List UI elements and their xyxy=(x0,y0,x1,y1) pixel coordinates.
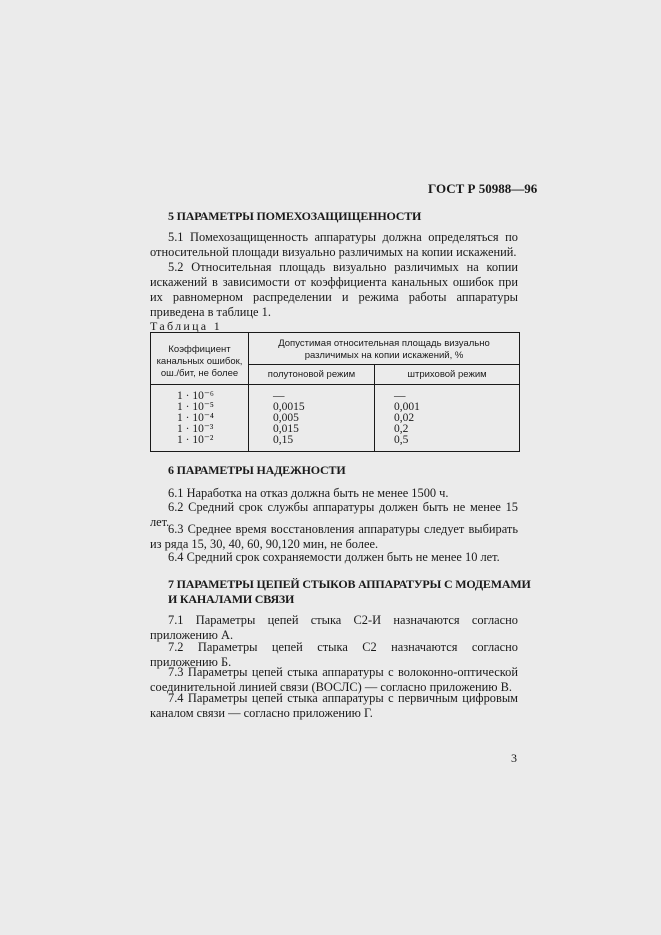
paragraph-7-4: 7.4 Параметры цепей стыка аппаратуры с первичным цифровым каналом связи — согласно приложению Г. xyxy=(150,691,518,720)
section-6-title: 6 ПАРАМЕТРЫ НАДЕЖНОСТИ xyxy=(168,463,346,477)
table-header-halftone: полутоновой режим xyxy=(249,365,375,385)
table-cell-line: — xyxy=(394,390,406,402)
table-cell-coef: 1 · 10⁻⁴ xyxy=(177,412,214,424)
table-cell-line: 0,2 xyxy=(394,423,409,435)
table-header-line: штриховой режим xyxy=(375,365,520,385)
table-column-line xyxy=(375,385,520,452)
table-cell-halftone: 0,005 xyxy=(273,412,299,424)
table-column-halftone xyxy=(249,385,375,452)
paragraph-5-1: 5.1 Помехозащищенность аппаратуры должна определяться по относительной площади визуально различимых на копии искажений. xyxy=(150,230,518,259)
table-cell-line: 0,02 xyxy=(394,412,415,424)
table-cell-line: 0,5 xyxy=(394,434,409,446)
table-cell-line: 0,001 xyxy=(394,401,420,413)
table-caption: Таблица 1 xyxy=(150,319,223,333)
table-cell-halftone: 0,015 xyxy=(273,423,299,435)
table-column-coefficients xyxy=(151,385,249,452)
table-cell-halftone: 0,15 xyxy=(273,434,294,446)
paragraph-5-2: 5.2 Относительная площадь визуально различимых на копии искажений в зависимости от коэффициента канальных ошибок при их равномерном распределении и режима работы аппаратуры приведена в таблице 1. xyxy=(150,260,518,319)
table-cell-coef: 1 · 10⁻⁵ xyxy=(177,401,214,413)
page-number: 3 xyxy=(511,751,517,765)
section-7-title xyxy=(168,577,531,607)
section-7-title-line-1: 7 ПАРАМЕТРЫ ЦЕПЕЙ СТЫКОВ АППАРАТУРЫ С МОДЕМАМИ xyxy=(168,577,531,591)
paragraph-7-2: 7.2 Параметры цепей стыка С2 назначаются согласно приложению Б. xyxy=(150,640,518,669)
table-1 xyxy=(150,332,520,452)
paragraph-6-3: 6.3 Среднее время восстановления аппаратуры следует выбирать из ряда 15, 30, 40, 60, 90,120 мин, не более. xyxy=(150,522,518,551)
table-cell-halftone: 0,0015 xyxy=(273,401,305,413)
table-cell-coef: 1 · 10⁻³ xyxy=(177,423,214,435)
paragraph-6-4: 6.4 Средний срок сохраняемости должен быть не менее 10 лет. xyxy=(168,550,500,564)
document-code: ГОСТ Р 50988—96 xyxy=(428,181,538,196)
table-header-group: Допустимая относительная площадь визуально различимых на копии искажений, % xyxy=(249,333,520,365)
paragraph-6-1: 6.1 Наработка на отказ должна быть не менее 1500 ч. xyxy=(168,486,449,500)
paragraph-7-1: 7.1 Параметры цепей стыка С2-И назначаются согласно приложению А. xyxy=(150,613,518,642)
section-7-title-line-2: И КАНАЛАМИ СВЯЗИ xyxy=(168,592,295,606)
table-header-coefficient: Коэффициент канальных ошибок, ош./бит, не более xyxy=(151,333,249,385)
table-cell-coef: 1 · 10⁻⁶ xyxy=(177,390,214,402)
section-5-title: 5 ПАРАМЕТРЫ ПОМЕХОЗАЩИЩЕННОСТИ xyxy=(168,209,422,223)
paragraph-6-2: 6.2 Средний срок службы аппаратуры должен быть не менее 15 лет. xyxy=(150,500,518,529)
table-cell-coef: 1 · 10⁻² xyxy=(177,434,214,446)
paragraph-7-3: 7.3 Параметры цепей стыка аппаратуры с волоконно-оптической соединительной линией связи (ВОСЛС) — согласно приложению В. xyxy=(150,665,518,694)
table-cell-halftone: — xyxy=(273,390,285,402)
